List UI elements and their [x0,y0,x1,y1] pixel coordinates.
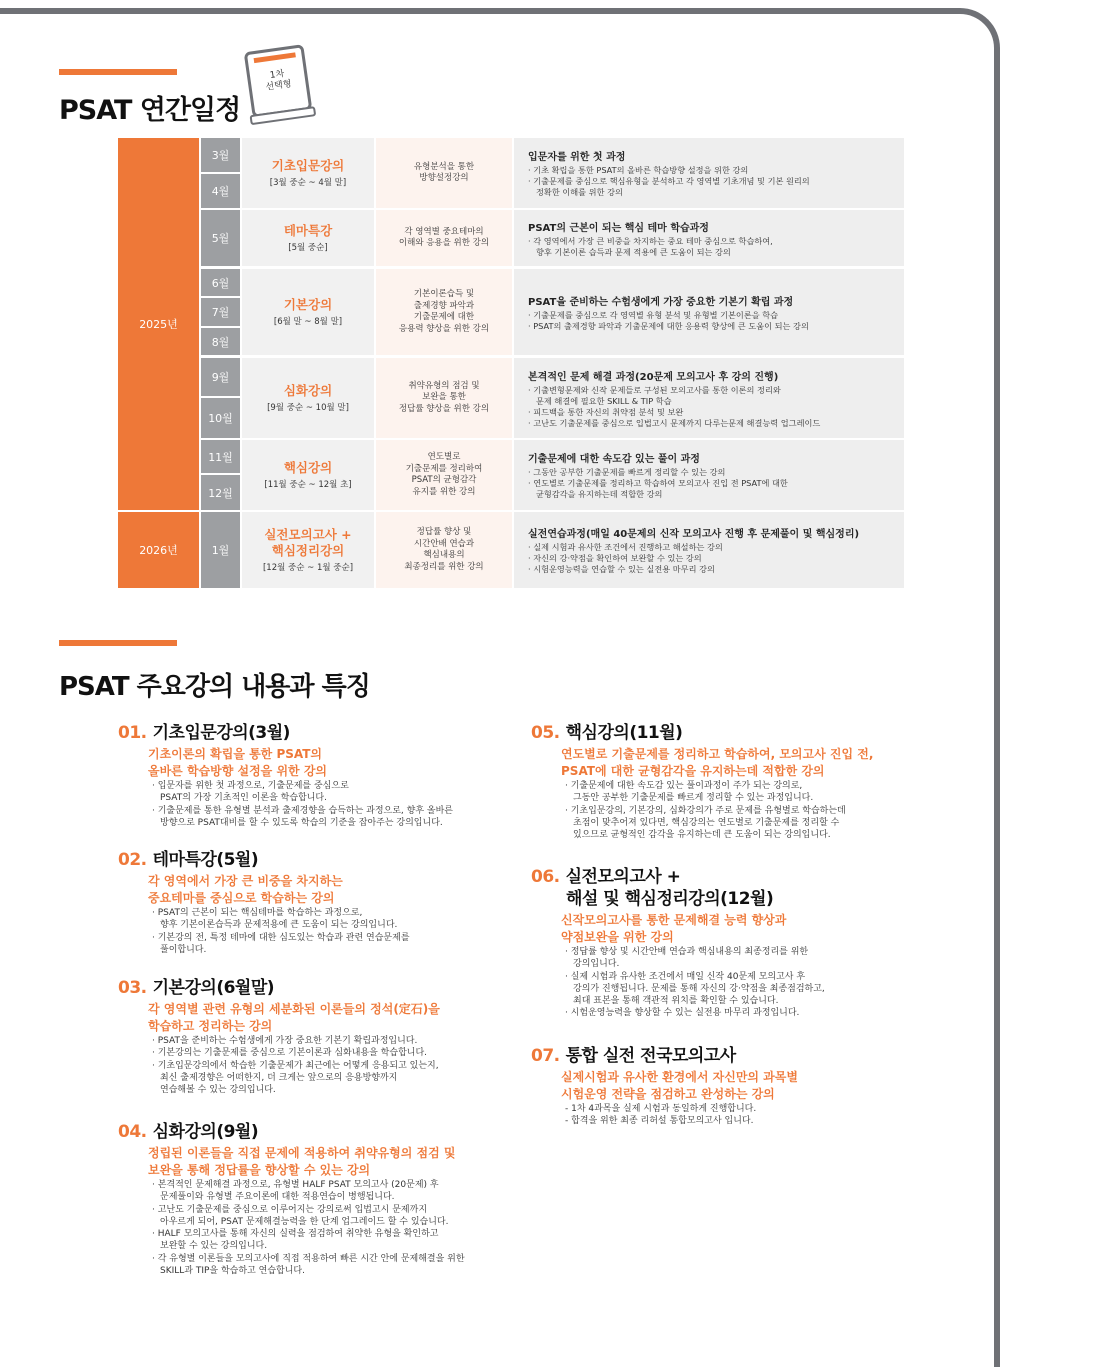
description-title: PSAT의 근본이 되는 핵심 테마 학습과정 [528,222,709,234]
feature-title: 통합 실전 전국모의고사 [565,1046,736,1066]
course-cell [242,138,374,208]
goal-cell: 기본이론습득 및 출제경향 파악과 기출문제에 대한 응용력 향상을 위한 강의 [376,269,512,355]
description-line: · 기초 확립을 통한 PSAT의 올바른 학습방향 설정을 위한 강의 [528,165,749,175]
description-line: · 기출문제를 중심으로 핵심유형을 분석하고 각 영역별 기초개념 및 기본 원리의 정확한 이해를 위한 강의 [528,176,810,197]
feature-bullet: · HALF 모의고사를 통해 자신의 실력을 점검하여 취약한 유형을 확인하고 보완할 수 있는 강의입니다. [152,1229,439,1252]
course-period: [12월 중순 ~ 1월 중순] [262,563,354,573]
feature-subtitle: 기초이론의 확립을 통한 PSAT의 올바른 학습방향 설정을 위한 강의 [148,747,328,778]
feature-title: 실전모의고사 + [565,867,681,887]
feature-number: 05. [531,723,560,743]
year-cell: 2026년 [118,512,199,588]
feature-item [118,849,498,956]
feature-subtitle: 신작모의고사를 통한 문제해결 능력 향상과 약점보완을 위한 강의 [561,913,787,944]
course-cell [242,512,374,588]
description-line: · PSAT의 출제경향 파악과 기출문제에 대한 응용력 향상에 큰 도움이 되는 강의 [528,320,809,331]
course-cell [242,440,374,510]
course-name: 기초입문강의 [271,158,345,173]
feature-bullet: · 기본강의 전, 특정 테마에 대한 심도있는 학습과 관련 연습문제를 풀이합니다. [152,932,410,955]
course-period: [11월 중순 ~ 12월 초] [264,480,352,490]
description-line: · 그동안 공부한 기출문제를 빠르게 정리할 수 있는 강의 [528,467,726,477]
feature-bullet: · 기출문제를 통한 유형별 분석과 출제경향을 습득하는 과정으로, 향후 올바른 방향으로 PSAT대비를 할 수 있도록 학습의 기준을 잡아주는 강의입니다. [152,805,453,828]
course-name: 심화강의 [283,383,333,398]
feature-subtitle: 실제시험과 유사한 환경에서 자신만의 과목별 시험운영 전략을 점검하고 완성하는 강의 [561,1070,798,1101]
month-cell: 9월 [201,358,240,396]
feature-number: 07. [531,1046,560,1066]
year-cell: 2025년 [118,138,199,510]
course-period: [5월 중순] [288,243,328,253]
description-line: · 기출문제를 중심으로 각 영역별 유형 분석 및 유형별 기본이론을 학습 [528,309,779,320]
feature-bullet: · 기본강의는 기출문제를 중심으로 기본이론과 심화내용을 학습합니다. [152,1048,428,1059]
description-line: · 연도별로 기출문제를 정리하고 학습하여 모의고사 진입 전 PSAT에 대한 균형감각을 유지하는데 적합한 강의 [528,478,788,499]
course-period: [3월 중순 ~ 4월 말] [269,178,347,188]
month-cell: 10월 [201,398,240,438]
selection-type-badge [244,44,313,118]
description-cell [514,138,904,208]
feature-title: 심화강의(9월) [152,1122,259,1142]
month-cell: 12월 [201,475,240,510]
feature-title: 테마특강(5월) [152,850,259,870]
features-title: PSAT 주요강의 내용과 특징 [59,672,370,702]
schedule-table [118,138,904,588]
feature-item [531,722,911,841]
description-line: · 고난도 기출문제를 중심으로 입법고시 문제까지 다루는문제 해결능력 업그레이드 [528,417,821,428]
feature-item [531,866,911,1020]
feature-title: 핵심강의(11월) [565,723,683,743]
description-title: 실전연습과정(매일 40문제의 신작 모의고사 진행 후 문제풀이 및 핵심정리) [528,529,860,540]
feature-bullet: · 정답률 향상 및 시간안배 연습과 핵심내용의 최종정리를 위한 강의입니다. [565,947,809,970]
feature-bullet: · 시험운영능력을 향상할 수 있는 실전용 마무리 과정입니다. [565,1008,800,1019]
month-cell: 5월 [201,210,240,266]
feature-subtitle: 정립된 이론들을 직접 문제에 적용하여 취약유형의 점검 및 보완을 통해 정답률을 향상할 수 있는 강의 [148,1146,456,1177]
description-cell [514,440,904,510]
feature-item [118,722,498,829]
description-line: · 피드백을 통한 자신의 취약점 분석 및 보완 [528,406,684,417]
month-cell: 1월 [201,512,240,588]
description-line: · 실제 시험과 유사한 조건에서 진행하고 해설하는 강의 [528,542,723,552]
description-line: · 시험운영능력을 연습할 수 있는 실전용 마무리 강의 [528,564,715,574]
month-cell: 8월 [201,328,240,355]
description-title: PSAT을 준비하는 수험생에게 가장 중요한 기본기 확립 과정 [528,296,794,308]
description-cell [514,269,904,355]
month-cell: 4월 [201,174,240,208]
feature-bullet: · 기출문제에 대한 속도감 있는 풀이과정이 주가 되는 강의로, 그동안 공부한 기출문제를 빠르게 정리할 수 있는 과정입니다. [565,781,814,804]
course-name: 핵심강의 [283,460,333,475]
feature-bullet: · 실제 시험과 유사한 조건에서 매일 신작 40문제 모의고사 후 강의가 진행됩니다. 문제를 통해 자신의 강·약점을 최종점검하고, 최대 표본을 통해 객관적 위치를 확인할 수 있습니다. [565,971,825,1007]
course-cell [242,269,374,355]
feature-title: 기본강의(6월말) [152,978,275,998]
description-line: · 자신의 강·약점을 확인하여 보완할 수 있는 강의 [528,553,702,563]
feature-number: 04. [118,1122,147,1142]
feature-title: 기초입문강의(3월) [152,723,290,743]
description-title: 입문자를 위한 첫 과정 [528,152,626,163]
month-cell: 6월 [201,269,240,296]
course-cell [242,210,374,266]
feature-subtitle: 각 영역에서 가장 큰 비중을 차지하는 중요테마를 중심으로 학습하는 강의 [148,874,343,905]
features-accent-bar [59,640,177,646]
course-period: [6월 말 ~ 8월 말] [273,317,343,327]
feature-item [118,977,498,1096]
goal-cell: 연도별로 기출문제를 정리하여 PSAT의 균형감각 유지를 위한 강의 [376,440,512,510]
course-name: 테마특강 [283,223,333,238]
badge-line2: 선택형 [265,79,293,93]
course-cell [242,358,374,438]
feature-subtitle: 연도별로 기출문제를 정리하고 학습하여, 모의고사 진입 전, PSAT에 대한 균형감각을 유지하는데 적합한 강의 [561,747,874,778]
schedule-title: PSAT 연간일정 [59,95,241,126]
feature-subtitle: 각 영역별 관련 유형의 세분화된 이론들의 정석(定石)을 학습하고 정리하는 강의 [148,1002,440,1033]
description-title: 기출문제에 대한 속도감 있는 풀이 과정 [528,454,700,465]
goal-cell: 유형분석을 통한 방향설정강의 [376,138,512,208]
description-cell [514,358,904,438]
feature-item [118,1121,498,1277]
feature-number: 06. [531,867,560,887]
description-cell [514,210,904,266]
feature-bullet: - 1차 4과목을 실제 시험과 동일하게 진행합니다. [565,1104,757,1114]
feature-bullet: · PSAT의 근본이 되는 핵심테마를 학습하는 과정으로, 향후 기본이론습득과 문제적용에 큰 도움이 되는 강의입니다. [152,908,398,931]
feature-bullet: · PSAT을 준비하는 수험생에게 가장 중요한 기본기 확립과정입니다. [152,1036,418,1046]
feature-item [531,1045,911,1128]
badge-line1: 1차 [269,69,285,82]
feature-bullet: - 합격을 위한 최종 리허설 통합모의고사 입니다. [565,1116,754,1127]
feature-bullet: · 기초입문강의, 기본강의, 심화강의가 주로 문제를 유형별로 학습하는데 초점이 맞추어져 있다면, 핵심강의는 연도별로 기출문제를 정리할 수 있으므로 균형적인 감각을 유지하는데 큰 도움이 되는 강의입니다. [565,805,846,841]
feature-number: 01. [118,723,147,743]
goal-cell: 각 영역별 중요테마의 이해와 응용을 위한 강의 [376,210,512,266]
description-line: · 기출변형문제와 신작 문제들로 구성된 모의고사를 통한 이론의 정리와 문제 해결에 필요한 SKILL & TIP 학습 [528,384,781,406]
feature-bullet: · 고난도 기출문제를 중심으로 이루어지는 강의로써 입법고시 문제까지 아우르게 되어, PSAT 문제해결능력을 한 단계 업그레이드 할 수 있습니다. [152,1204,449,1227]
description-title: 본격적인 문제 해결 과정(20문제 모의고사 후 강의 진행) [528,371,779,383]
course-period: [9월 중순 ~ 10월 말] [267,403,349,413]
month-cell: 3월 [201,138,240,172]
title-accent-bar [59,69,177,75]
description-cell [514,512,904,588]
goal-cell: 취약유형의 점검 및 보완을 통한 정답률 향상을 위한 강의 [376,358,512,438]
course-name: 실전모의고사 + 핵심정리강의 [264,527,352,558]
course-name: 기본강의 [283,297,333,312]
goal-cell: 정답률 향상 및 시간안배 연습과 핵심내용의 최종정리를 위한 강의 [376,512,512,588]
month-cell: 11월 [201,440,240,473]
feature-bullet: · 입문자를 위한 첫 과정으로, 기출문제를 중심으로 PSAT의 가장 기초적인 이론을 학습합니다. [152,781,349,804]
feature-title-line2: 해설 및 핵심정리강의(12월) [566,889,774,909]
month-cell: 7월 [201,298,240,326]
feature-number: 03. [118,978,147,998]
feature-bullet: · 각 유형별 이론들을 모의고사에 직접 적용하여 빠른 시간 안에 문제해결을 위한 SKILL과 TIP을 학습하고 연습합니다. [152,1253,465,1277]
feature-number: 02. [118,850,147,870]
description-line: · 각 영역에서 가장 큰 비중을 차지하는 중요 테마 중심으로 학습하여, 향후 기본이론 습득과 문제 적용에 큰 도움이 되는 강의 [528,235,773,257]
feature-bullet: · 기초입문강의에서 학습한 기출문제가 최근에는 어떻게 응용되고 있는지, 최신 출제경향은 어떠한지, 더 크게는 앞으로의 응용방향까지 연습해볼 수 있는 강의입니다. [152,1060,439,1096]
feature-bullet: · 본격적인 문제해결 과정으로, 유형별 HALF PSAT 모의고사 (20문제) 후 문제풀이와 유형별 주요이론에 대한 적용연습이 병행됩니다. [152,1180,439,1203]
